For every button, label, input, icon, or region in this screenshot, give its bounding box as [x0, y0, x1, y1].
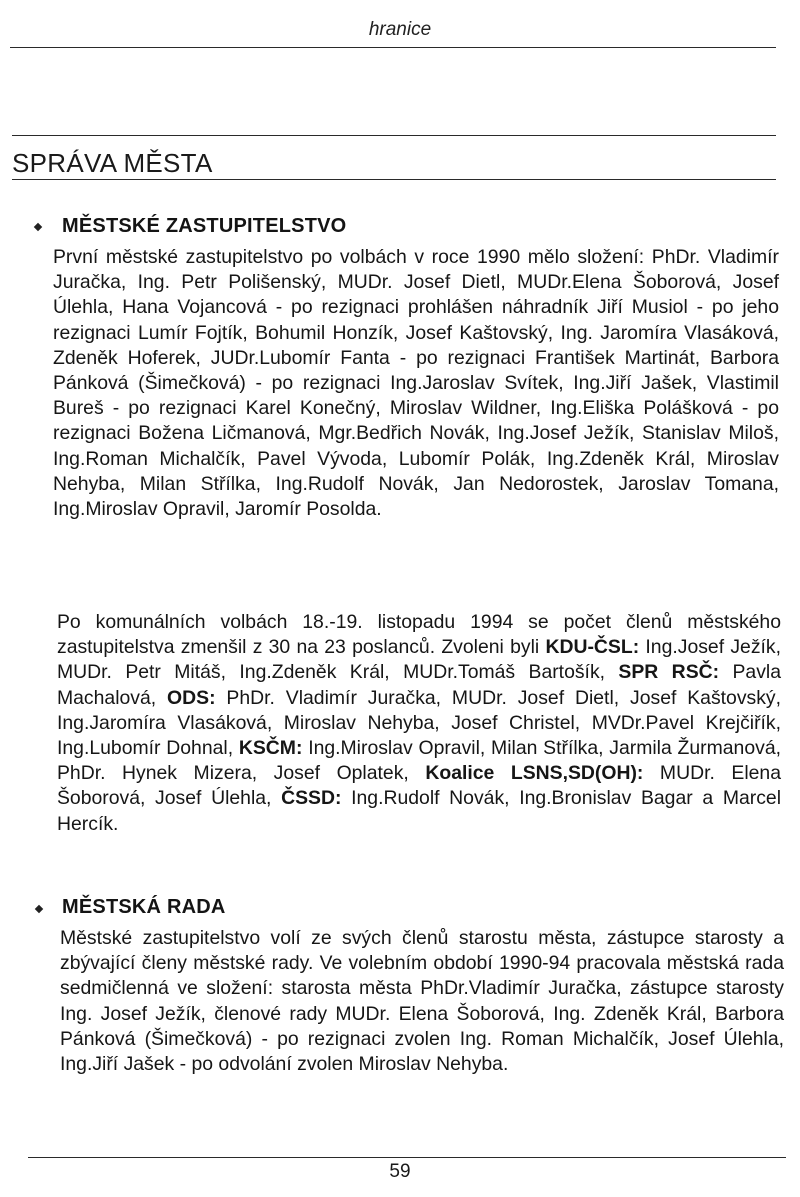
party-members: MUDr. Elena Šoborová, Josef Úlehla,	[57, 762, 782, 810]
paragraph-elections-1994	[57, 610, 781, 837]
paragraph-city-council: Městské zastupitelstvo volí ze svých členů starostu města, zástupce starosty a zbývající členy městské rady. Ve volebním období 1990-94 pracovala městská rada sedmičlenná ve složení: starosta města PhDr.Vladimír Juračka, zástupce starosty Ing. Josef Ježík, členové rady MUDr. Elena Šoborová, Ing. Zdeněk Král, Barbora Pánková (Šimečková) - po rezignaci zvolen Ing. Roman Michalčík, Josef Úlehla, Ing.Jiří Jašek - po odvolání zvolen Miroslav Nehyba.	[60, 927, 784, 1076]
bullet-diamond-icon	[35, 905, 43, 913]
party-label: KSČM:	[238, 737, 303, 760]
section-underline	[12, 179, 776, 180]
subheading-zastupitelstvo: MĚSTSKÉ ZASTUPITELSTVO	[62, 215, 347, 237]
bullet-diamond-icon	[34, 223, 42, 231]
section-title: SPRÁVA MĚSTA	[12, 148, 213, 178]
text-intro: Po komunálních volbách 18.-19. listopadu 1994 se počet členů městského zastupitelstva zmenšil z 30 na 23 poslanců. Zvoleni byli	[57, 611, 781, 659]
party-members: Ing.Rudolf Novák, Ing.Bronislav Bagar a Marcel Hercík.	[57, 787, 781, 835]
party-members: Ing.Josef Ježík, MUDr. Petr Mitáš, Ing.Zdeněk Král, MUDr.Tomáš Bartošík,	[57, 636, 781, 684]
party-members: Pavla Machalová,	[57, 661, 781, 709]
party-label: ČSSD:	[281, 787, 342, 810]
section-top-rule	[12, 135, 776, 136]
footer-rule	[28, 1157, 786, 1158]
party-label: ODS:	[167, 686, 216, 709]
party-members: Ing.Miroslav Opravil, Milan Střílka, Jarmila Žurmanová, PhDr. Hynek Mizera, Josef Oplatek,	[57, 737, 781, 785]
running-header-title: hranice	[368, 19, 432, 40]
party-label: Koalice LSNS,SD(OH):	[425, 762, 644, 785]
page-number: 59	[389, 1161, 411, 1182]
party-label: KDU-ČSL:	[545, 636, 640, 659]
header-rule	[10, 47, 776, 48]
party-label: SPR RSČ:	[618, 661, 720, 684]
subheading-rada: MĚSTSKÁ RADA	[62, 896, 226, 918]
party-members: PhDr. Vladimír Juračka, MUDr. Josef Dietl, Josef Kaštovský, Ing.Jaromíra Vlasáková, Miroslav Nehyba, Josef Christel, MVDr.Pavel Krejčiřík, Ing.Lubomír Dohnal,	[57, 686, 781, 760]
paragraph-first-council: První městské zastupitelstvo po volbách v roce 1990 mělo složení: PhDr. Vladimír Juračka, Ing. Petr Polišenský, MUDr. Josef Dietl, MUDr.Elena Šoborová, Josef Úlehla, Hana Vojancová - po rezignaci prohlášen náhradník Jiří Musiol - po jeho rezignaci Lumír Fojtík, Bohumil Honzík, Josef Kaštovský, Ing. Jaromíra Vlasáková, Zdeněk Hoferek, JUDr.Lubomír Fanta - po rezignaci František Martinát, Barbora Pánková (Šimečková) - po rezignaci Ing.Jaroslav Svítek, Ing.Jiří Jašek, Vlastimil Bureš - po rezignaci Karel Konečný, Miroslav Wildner, Ing.Eliška Polášková - po rezignaci Božena Ličmanová, Mgr.Bedřich Novák, Ing.Josef Ježík, Stanislav Miloš, Ing.Roman Michalčík, Pavel Vývoda, Lubomír Polák, Ing.Zdeněk Král, Miroslav Nehyba, Milan Střílka, Ing.Rudolf Novák, Jan Nedorostek, Jaroslav Tomana, Ing.Miroslav Opravil, Jaromír Posolda.	[53, 246, 779, 521]
